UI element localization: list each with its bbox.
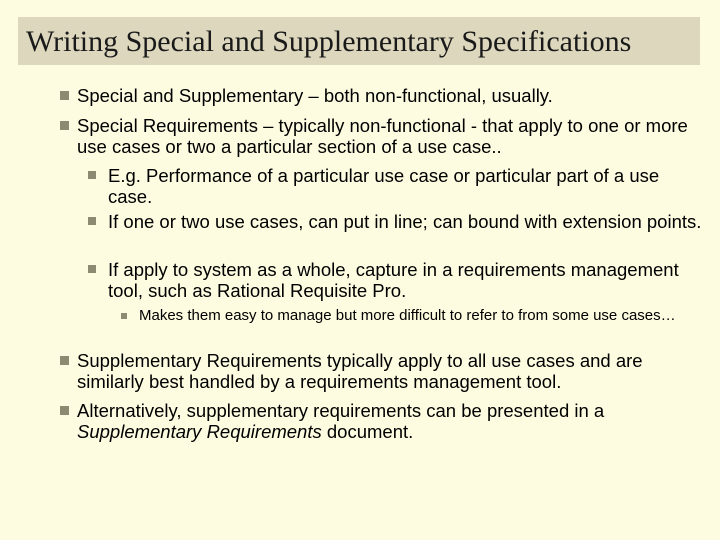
sub-sub-bullet-text: Makes them easy to manage but more difficult to refer to from some use cases… xyxy=(139,307,676,324)
bullet-text-prefix: Alternatively, supplementary requirements can be presented in a xyxy=(77,400,605,421)
bullet-square-icon xyxy=(121,313,127,319)
bullet-item xyxy=(77,85,707,106)
sub-bullet-item xyxy=(108,211,708,232)
bullet-square-icon xyxy=(88,171,96,179)
bullet-square-icon xyxy=(60,121,69,130)
bullet-square-icon xyxy=(88,265,96,273)
sub-sub-bullet-item xyxy=(139,307,699,325)
sub-bullet-text: E.g. Performance of a particular use case or particular part of a use case. xyxy=(108,165,660,207)
bullet-text-suffix: document. xyxy=(321,421,414,442)
bullet-square-icon xyxy=(88,217,96,225)
sub-bullet-text: If apply to system as a whole, capture in a requirements management tool, such as Rational Requisite Pro. xyxy=(108,259,679,301)
slide-title: Writing Special and Supplementary Specifications xyxy=(26,25,632,58)
sub-bullet-text: If one or two use cases, can put in line; can bound with extension points. xyxy=(108,211,702,232)
bullet-text: Special Requirements – typically non-functional - that apply to one or more use cases or two a particular section of a use case.. xyxy=(77,115,688,157)
sub-bullet-item xyxy=(108,165,708,207)
bullet-square-icon xyxy=(60,356,69,365)
bullet-text: Special and Supplementary – both non-functional, usually. xyxy=(77,85,553,106)
bullet-text: Supplementary Requirements typically apply to all use cases and are similarly best handled by a requirements management tool. xyxy=(77,350,643,392)
bullet-item xyxy=(77,115,707,157)
bullet-text-emphasis: Supplementary Requirements xyxy=(77,421,322,442)
bullet-item xyxy=(77,350,707,392)
bullet-square-icon xyxy=(60,406,69,415)
bullet-text xyxy=(77,400,707,442)
bullet-item xyxy=(77,400,707,442)
bullet-square-icon xyxy=(60,91,69,100)
sub-bullet-item xyxy=(108,259,708,301)
